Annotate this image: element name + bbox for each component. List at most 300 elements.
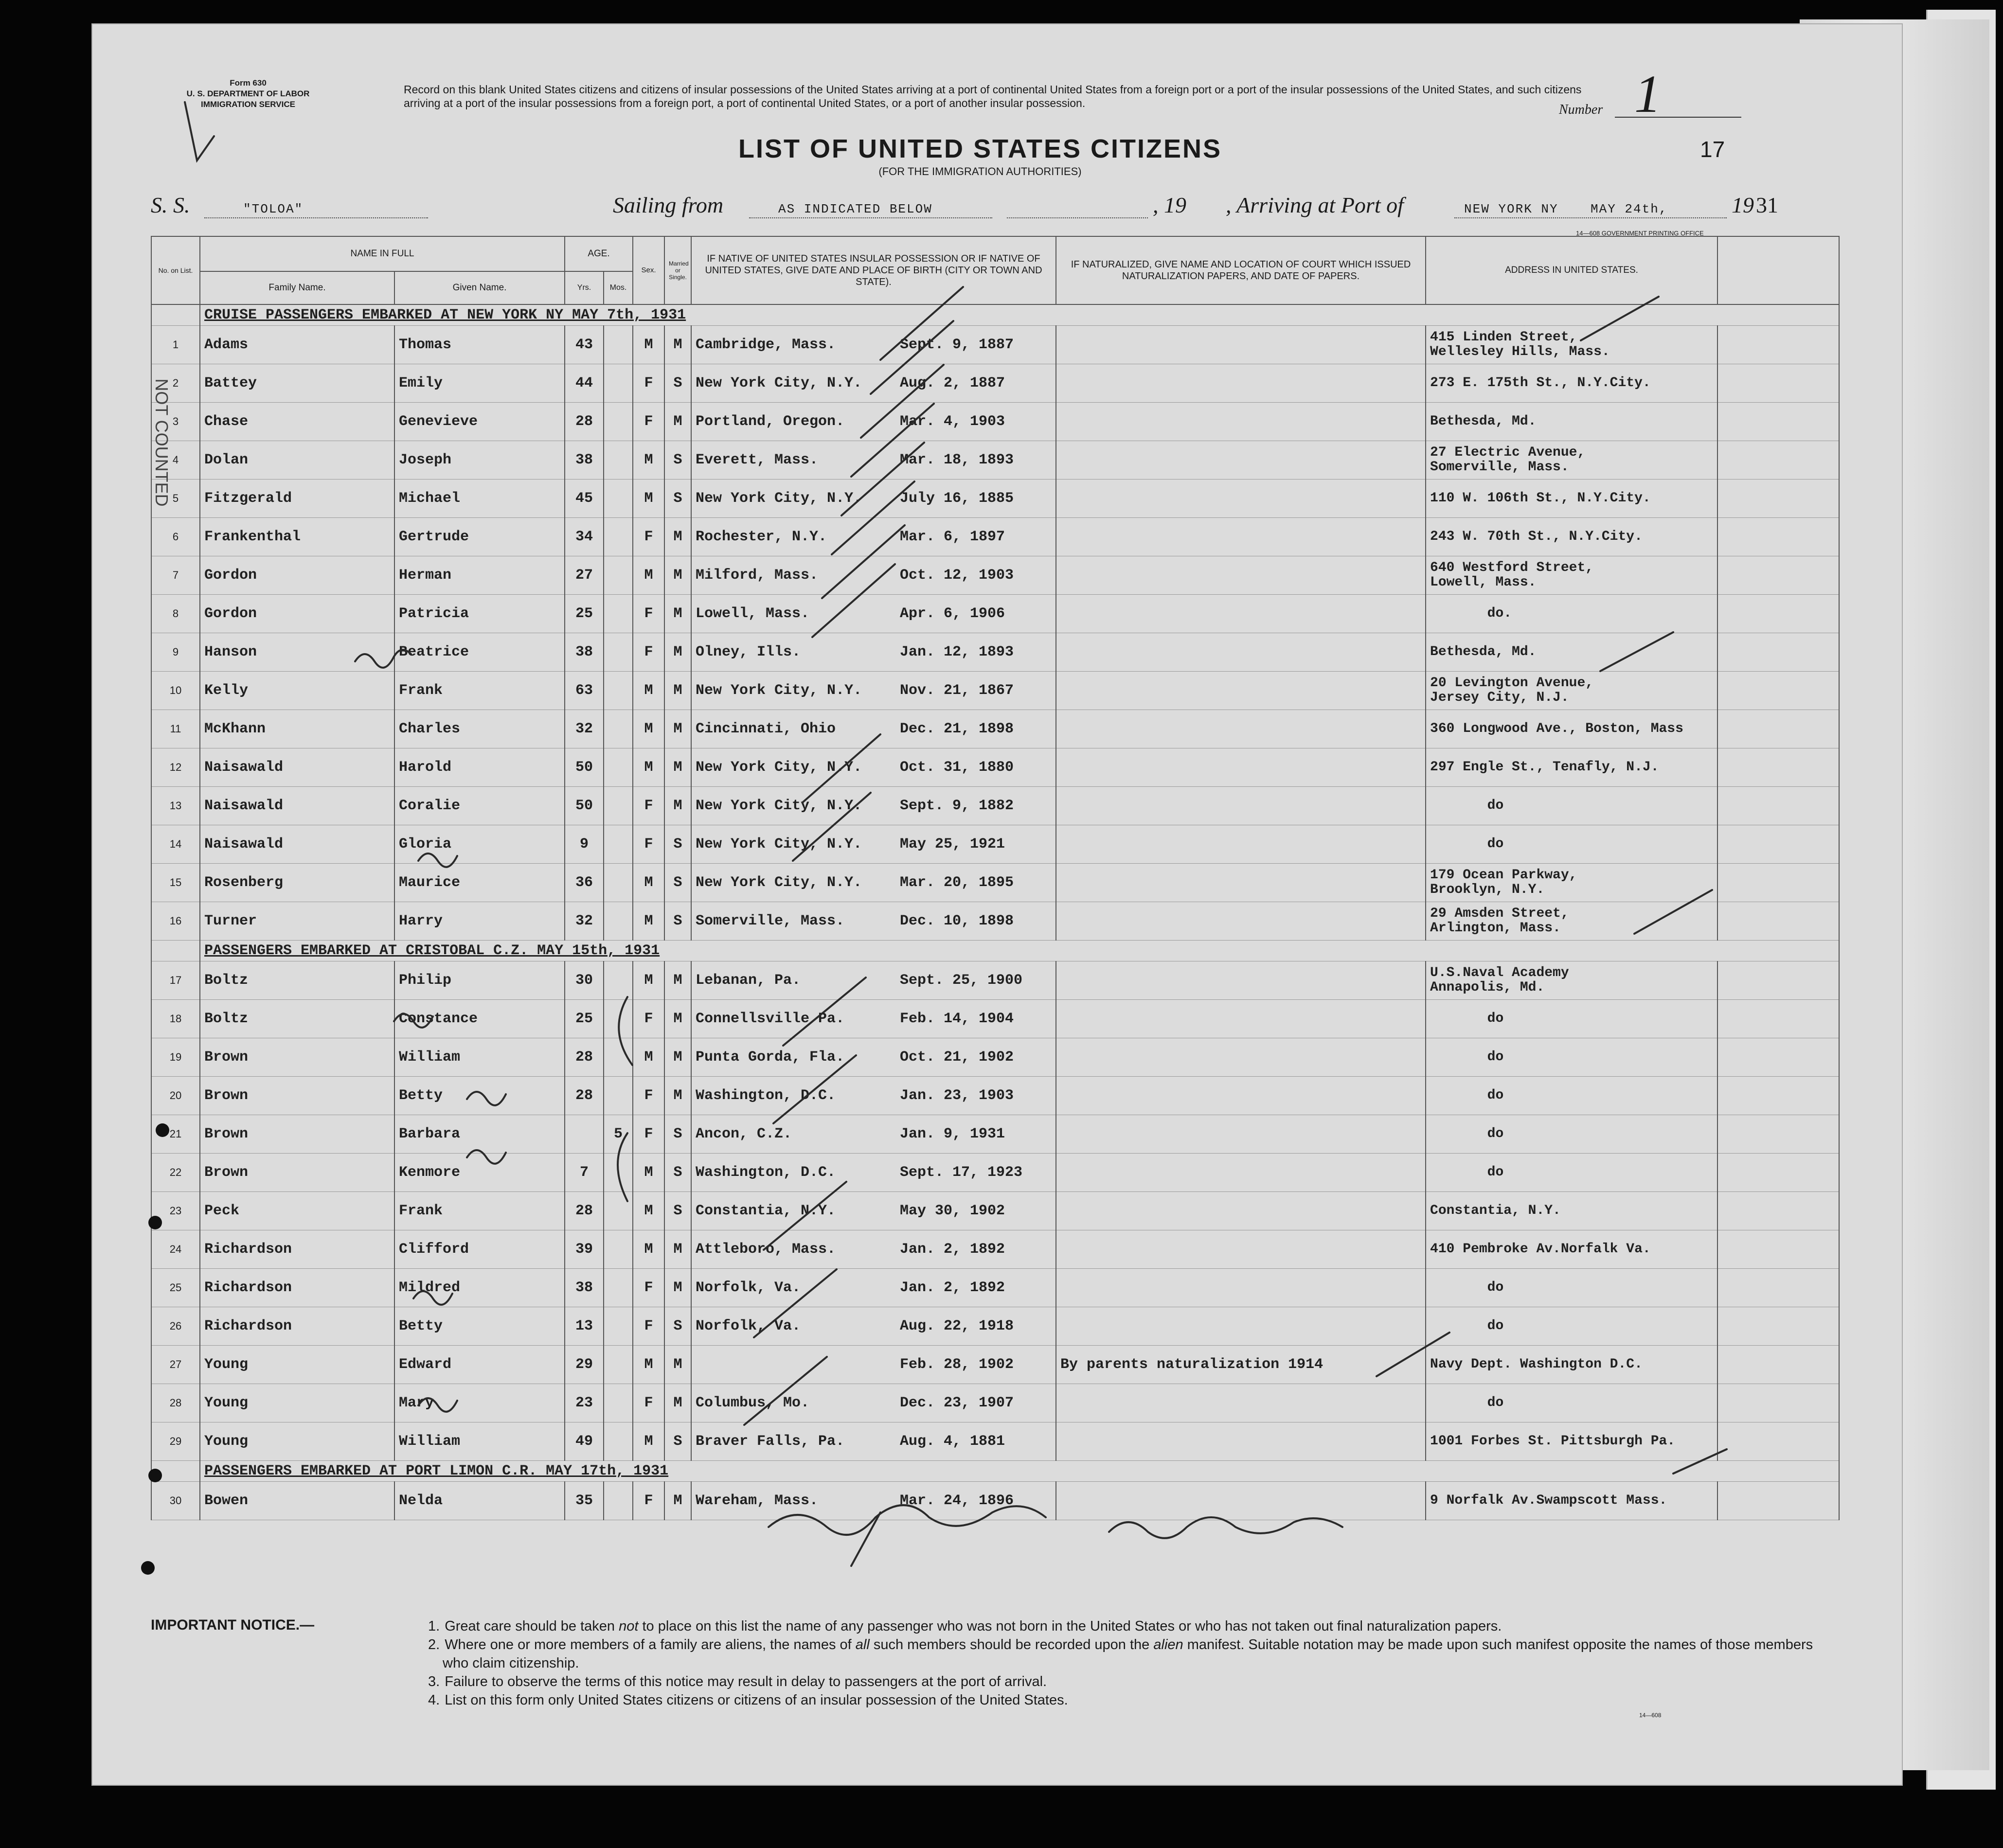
- row-number: 2: [151, 364, 200, 403]
- department: U. S. DEPARTMENT OF LABOR: [186, 89, 310, 98]
- sex: M: [633, 710, 664, 748]
- sex: F: [633, 1115, 664, 1154]
- age-years: 32: [565, 710, 604, 748]
- birthplace-text: Olney, Ills.: [696, 644, 801, 660]
- family-name: Richardson: [200, 1307, 394, 1346]
- age-years: 28: [565, 1077, 604, 1115]
- birthplace-text: Columbus, Mo.: [696, 1395, 810, 1411]
- marital-status: M: [664, 633, 691, 672]
- arriving-label: , Arriving at Port of: [1226, 193, 1404, 217]
- row-number: 14: [151, 825, 200, 864]
- birthplace-text: New York City, N.Y.: [696, 490, 862, 507]
- given-name: Harold: [394, 748, 565, 787]
- marital-status: M: [664, 748, 691, 787]
- row-number: 25: [151, 1269, 200, 1307]
- birthplace-text: Braver Falls, Pa.: [696, 1433, 845, 1450]
- age-years: 25: [565, 595, 604, 633]
- given-name: Philip: [394, 961, 565, 1000]
- birthplace-text: Lebanan, Pa.: [696, 972, 801, 989]
- birthplace-text: Lowell, Mass.: [696, 605, 810, 622]
- birth-date: Apr. 6, 1906: [900, 605, 1005, 622]
- row-number: 30: [151, 1482, 200, 1520]
- number-value: 1: [1634, 64, 1661, 124]
- col-naturalized: IF NATURALIZED, GIVE NAME AND LOCATION OF COURT WHICH ISSUED NATURALIZATION PAPERS, AND DATE OF PAPERS.: [1056, 236, 1426, 304]
- year-full-suffix: 31: [1756, 193, 1778, 217]
- address: do: [1426, 1000, 1717, 1038]
- birth-date: Jan. 12, 1893: [900, 644, 1014, 660]
- sex: M: [633, 961, 664, 1000]
- birthplace-text: New York City, N.Y.: [696, 759, 862, 776]
- notice-item-number: 4.: [428, 1692, 440, 1708]
- marital-status: S: [664, 1115, 691, 1154]
- sex: M: [633, 1346, 664, 1384]
- birthplace-text: Attleboro, Mass.: [696, 1241, 836, 1258]
- age-years: 50: [565, 748, 604, 787]
- row-number: 11: [151, 710, 200, 748]
- birthplace-text: Washington, D.C.: [696, 1087, 836, 1104]
- family-name: Brown: [200, 1154, 394, 1192]
- family-name: Richardson: [200, 1230, 394, 1269]
- given-name: Betty: [394, 1077, 565, 1115]
- sex: F: [633, 633, 664, 672]
- given-name: Kenmore: [394, 1154, 565, 1192]
- birth-date: Oct. 31, 1880: [900, 759, 1014, 776]
- address: do: [1426, 1077, 1717, 1115]
- birthplace-text: Norfolk, Va.: [696, 1318, 801, 1334]
- birth-date: Mar. 18, 1893: [900, 452, 1014, 468]
- birth-date: Mar. 20, 1895: [900, 874, 1014, 891]
- address: 415 Linden Street, Wellesley Hills, Mass.: [1426, 326, 1717, 364]
- birthplace-text: Cincinnati, Ohio: [696, 721, 836, 737]
- marital-status: S: [664, 1192, 691, 1230]
- year-full-prefix: 19: [1732, 193, 1754, 217]
- number-label: Number: [1559, 102, 1603, 117]
- birth-date: Mar. 24, 1896: [900, 1493, 1014, 1509]
- given-name: Maurice: [394, 864, 565, 902]
- birth-date: Sept. 9, 1882: [900, 798, 1014, 814]
- given-name: Charles: [394, 710, 565, 748]
- family-name: Peck: [200, 1192, 394, 1230]
- col-given-name: Given Name.: [394, 271, 565, 304]
- given-name: Gloria: [394, 825, 565, 864]
- signature: [1109, 1517, 1342, 1538]
- address: do: [1426, 1154, 1717, 1192]
- notice-heading: IMPORTANT NOTICE.—: [151, 1617, 315, 1633]
- row-number: 8: [151, 595, 200, 633]
- col-mos: Mos.: [604, 271, 633, 304]
- marital-status: M: [664, 326, 691, 364]
- sex: F: [633, 518, 664, 556]
- family-name: Naisawald: [200, 787, 394, 825]
- birthplace-text: Wareham, Mass.: [696, 1493, 819, 1509]
- sex: F: [633, 1000, 664, 1038]
- age-years: 25: [565, 1000, 604, 1038]
- marital-status: M: [664, 1038, 691, 1077]
- family-name: Young: [200, 1422, 394, 1461]
- address: 20 Levington Avenue, Jersey City, N.J.: [1426, 672, 1717, 710]
- row-number: 24: [151, 1230, 200, 1269]
- row-number: 21: [151, 1115, 200, 1154]
- sex: M: [633, 556, 664, 595]
- family-name: Fitzgerald: [200, 480, 394, 518]
- age-years: 28: [565, 403, 604, 441]
- given-name: Nelda: [394, 1482, 565, 1520]
- birth-date: Feb. 14, 1904: [900, 1011, 1014, 1027]
- age-years: 9: [565, 825, 604, 864]
- sex: F: [633, 403, 664, 441]
- marital-status: M: [664, 556, 691, 595]
- birth-date: Feb. 28, 1902: [900, 1356, 1014, 1373]
- given-name: Gertrude: [394, 518, 565, 556]
- stamp-text: NOT COUNTED: [152, 378, 170, 507]
- row-number: 1: [151, 326, 200, 364]
- sex: F: [633, 1482, 664, 1520]
- col-name-in-full: NAME IN FULL: [200, 236, 565, 271]
- row-number: 13: [151, 787, 200, 825]
- birth-date: Mar. 4, 1903: [900, 413, 1005, 430]
- marital-status: M: [664, 787, 691, 825]
- marital-status: M: [664, 672, 691, 710]
- birthplace-text: Connellsville Pa.: [696, 1011, 845, 1027]
- address: 1001 Forbes St. Pittsburgh Pa.: [1426, 1422, 1717, 1461]
- birthplace-text: Everett, Mass.: [696, 452, 819, 468]
- col-age: AGE.: [565, 236, 633, 271]
- corner-check-mark: [185, 102, 214, 160]
- family-name: Brown: [200, 1115, 394, 1154]
- birth-date: Oct. 21, 1902: [900, 1049, 1014, 1066]
- address: 29 Amsden Street, Arlington, Mass.: [1426, 902, 1717, 941]
- given-name: Harry: [394, 902, 565, 941]
- family-name: Frankenthal: [200, 518, 394, 556]
- age-years: 45: [565, 480, 604, 518]
- age-years: 28: [565, 1192, 604, 1230]
- birth-date: Jan. 2, 1892: [900, 1279, 1005, 1296]
- sex: F: [633, 595, 664, 633]
- marital-status: S: [664, 364, 691, 403]
- notice-emphasis: not: [619, 1618, 639, 1634]
- form-number: Form 630: [230, 78, 267, 88]
- family-name: Richardson: [200, 1269, 394, 1307]
- age-years: 49: [565, 1422, 604, 1461]
- address: 9 Norfalk Av.Swampscott Mass.: [1426, 1482, 1717, 1520]
- address: 27 Electric Avenue, Somerville, Mass.: [1426, 441, 1717, 480]
- notice-text: to place on this list the name of any passenger who was not born in the United States or who has not taken out final naturalization papers.: [638, 1618, 1502, 1634]
- age-years: 36: [565, 864, 604, 902]
- age-years: 39: [565, 1230, 604, 1269]
- birth-date: Dec. 23, 1907: [900, 1395, 1014, 1411]
- row-number: 22: [151, 1154, 200, 1192]
- address: 640 Westford Street, Lowell, Mass.: [1426, 556, 1717, 595]
- marital-status: S: [664, 441, 691, 480]
- birthplace-text: New York City, N.Y.: [696, 798, 862, 814]
- address: 110 W. 106th St., N.Y.City.: [1426, 480, 1717, 518]
- address: do: [1426, 787, 1717, 825]
- family-name: McKhann: [200, 710, 394, 748]
- sex: M: [633, 864, 664, 902]
- notice-emphasis: alien: [1153, 1637, 1183, 1653]
- row-number: 5: [151, 480, 200, 518]
- row-number: 6: [151, 518, 200, 556]
- sex: F: [633, 1269, 664, 1307]
- sex: M: [633, 748, 664, 787]
- arrival-date: MAY 24th,: [1591, 202, 1668, 216]
- birth-date: Sept. 9, 1887: [900, 337, 1014, 353]
- row-number: 27: [151, 1346, 200, 1384]
- family-name: Hanson: [200, 633, 394, 672]
- notice-text: manifest. Suitable notation may be made upon such manifest opposite the names of those members who claim citizenship.: [443, 1637, 1813, 1671]
- notice-item-number: 1.: [428, 1618, 440, 1634]
- birthplace-text: New York City, N.Y.: [696, 375, 862, 391]
- birth-date: Jan. 9, 1931: [900, 1126, 1005, 1142]
- page-title: LIST OF UNITED STATES CITIZENS: [738, 134, 1222, 163]
- birthplace-text: Constantia, N.Y.: [696, 1203, 836, 1219]
- birth-date: Jan. 23, 1903: [900, 1087, 1014, 1104]
- marital-status: S: [664, 1154, 691, 1192]
- birthplace-text: Punta Gorda, Fla.: [696, 1049, 845, 1066]
- birth-date: Aug. 22, 1918: [900, 1318, 1014, 1334]
- birth-date: May 30, 1902: [900, 1203, 1005, 1219]
- address: do: [1426, 825, 1717, 864]
- birth-date: Sept. 25, 1900: [900, 972, 1023, 989]
- gov-printing-code: 14—608 GOVERNMENT PRINTING OFFICE: [1576, 230, 1704, 237]
- address: 243 W. 70th St., N.Y.City.: [1426, 518, 1717, 556]
- marital-status: M: [664, 710, 691, 748]
- given-name: Michael: [394, 480, 565, 518]
- address: do: [1426, 1384, 1717, 1422]
- marital-status: M: [664, 1269, 691, 1307]
- row-number: 16: [151, 902, 200, 941]
- age-years: 35: [565, 1482, 604, 1520]
- family-name: Bowen: [200, 1482, 394, 1520]
- year-prefix: , 19: [1153, 193, 1186, 217]
- marital-status: M: [664, 403, 691, 441]
- col-no: No. on List.: [151, 236, 200, 304]
- family-name: Brown: [200, 1077, 394, 1115]
- given-name: Mildred: [394, 1269, 565, 1307]
- col-sex: Sex.: [633, 236, 664, 304]
- signature: [769, 1505, 1046, 1535]
- family-name: Turner: [200, 902, 394, 941]
- given-name: Betty: [394, 1307, 565, 1346]
- notice-item-number: 3.: [428, 1674, 440, 1689]
- birth-date: Nov. 21, 1867: [900, 682, 1014, 699]
- manifest-page: [92, 24, 1902, 1785]
- given-name: Joseph: [394, 441, 565, 480]
- page-subtitle: (FOR THE IMMIGRATION AUTHORITIES): [878, 165, 1082, 178]
- age-years: 38: [565, 633, 604, 672]
- family-name: Gordon: [200, 595, 394, 633]
- sex: M: [633, 480, 664, 518]
- row-number: 28: [151, 1384, 200, 1422]
- given-name: Barbara: [394, 1115, 565, 1154]
- birthplace-text: Milford, Mass.: [696, 567, 819, 584]
- row-number: 20: [151, 1077, 200, 1115]
- address: 360 Longwood Ave., Boston, Mass: [1426, 710, 1717, 748]
- notice-item-number: 2.: [428, 1637, 440, 1653]
- row-number: 18: [151, 1000, 200, 1038]
- sex: M: [633, 1230, 664, 1269]
- row-number: 15: [151, 864, 200, 902]
- naturalization: By parents naturalization 1914: [1056, 1346, 1426, 1384]
- section-heading: CRUISE PASSENGERS EMBARKED AT NEW YORK NY MAY 7th, 1931: [200, 304, 1839, 326]
- family-name: Boltz: [200, 961, 394, 1000]
- section-heading: PASSENGERS EMBARKED AT CRISTOBAL C.Z. MAY 15th, 1931: [200, 941, 1839, 961]
- birthplace-text: Somerville, Mass.: [696, 913, 845, 929]
- birth-date: Aug. 4, 1881: [900, 1433, 1005, 1450]
- row-number: 4: [151, 441, 200, 480]
- address: 410 Pembroke Av.Norfalk Va.: [1426, 1230, 1717, 1269]
- age-years: 28: [565, 1038, 604, 1077]
- family-name: Boltz: [200, 1000, 394, 1038]
- birthplace-text: Norfolk, Va.: [696, 1279, 801, 1296]
- sex: F: [633, 825, 664, 864]
- col-native-birth: IF NATIVE OF UNITED STATES INSULAR POSSESSION OR IF NATIVE OF UNITED STATES, GIVE DATE AND PLACE OF BIRTH (CITY OR TOWN AND STATE).: [691, 236, 1056, 304]
- marital-status: S: [664, 825, 691, 864]
- given-name: Beatrice: [394, 633, 565, 672]
- col-yrs: Yrs.: [565, 271, 604, 304]
- family-name: Dolan: [200, 441, 394, 480]
- birth-date: Dec. 21, 1898: [900, 721, 1014, 737]
- given-name: Thomas: [394, 326, 565, 364]
- address: Bethesda, Md.: [1426, 633, 1717, 672]
- age-years: 63: [565, 672, 604, 710]
- age-years: 13: [565, 1307, 604, 1346]
- sex: F: [633, 1307, 664, 1346]
- given-name: Frank: [394, 672, 565, 710]
- age-years: 34: [565, 518, 604, 556]
- birthplace-text: New York City, N.Y.: [696, 874, 862, 891]
- age-years: 44: [565, 364, 604, 403]
- family-name: Chase: [200, 403, 394, 441]
- sex: M: [633, 902, 664, 941]
- age-years: 38: [565, 441, 604, 480]
- marital-status: S: [664, 1307, 691, 1346]
- given-name: Frank: [394, 1192, 565, 1230]
- family-name: Adams: [200, 326, 394, 364]
- age-years: 50: [565, 787, 604, 825]
- marital-status: S: [664, 480, 691, 518]
- row-number: 7: [151, 556, 200, 595]
- marital-status: S: [664, 1422, 691, 1461]
- sex: M: [633, 1422, 664, 1461]
- given-name: Coralie: [394, 787, 565, 825]
- sex: F: [633, 364, 664, 403]
- sex: M: [633, 672, 664, 710]
- birthplace-text: New York City, N.Y.: [696, 682, 862, 699]
- birthplace-text: New York City, N.Y.: [696, 836, 862, 853]
- notice-text: Where one or more members of a family are aliens, the names of: [445, 1637, 856, 1653]
- birthplace-text: Washington, D.C.: [696, 1164, 836, 1181]
- birth-date: Oct. 12, 1903: [900, 567, 1014, 584]
- age-years: 7: [565, 1154, 604, 1192]
- section-heading: PASSENGERS EMBARKED AT PORT LIMON C.R. MAY 17th, 1931: [200, 1461, 1839, 1482]
- birth-date: Mar. 6, 1897: [900, 529, 1005, 545]
- sex: M: [633, 1154, 664, 1192]
- notice-text: such members should be recorded upon the: [869, 1637, 1154, 1653]
- col-address: ADDRESS IN UNITED STATES.: [1426, 236, 1717, 304]
- marital-status: S: [664, 864, 691, 902]
- marital-status: M: [664, 1000, 691, 1038]
- birthplace-text: Rochester, N.Y.: [696, 529, 827, 545]
- sex: M: [633, 441, 664, 480]
- family-name: Young: [200, 1346, 394, 1384]
- family-name: Young: [200, 1384, 394, 1422]
- address: do: [1426, 1115, 1717, 1154]
- given-name: Clifford: [394, 1230, 565, 1269]
- marital-status: M: [664, 1077, 691, 1115]
- col-family-name: Family Name.: [200, 271, 394, 304]
- birth-date: Sept. 17, 1923: [900, 1164, 1023, 1181]
- notice-text: List on this form only United States citizens or citizens of an insular possession of the United States.: [445, 1692, 1068, 1708]
- sailing-label: Sailing from: [613, 193, 724, 217]
- family-name: Kelly: [200, 672, 394, 710]
- family-name: Naisawald: [200, 748, 394, 787]
- birth-date: July 16, 1885: [900, 490, 1014, 507]
- row-number: 29: [151, 1422, 200, 1461]
- ship-name: "TOLOA": [243, 202, 304, 216]
- birth-date: Jan. 2, 1892: [900, 1241, 1005, 1258]
- birth-date: Aug. 2, 1887: [900, 375, 1005, 391]
- sex: M: [633, 326, 664, 364]
- sex: M: [633, 1038, 664, 1077]
- age-years: 38: [565, 1269, 604, 1307]
- sex: F: [633, 1077, 664, 1115]
- sex: F: [633, 1384, 664, 1422]
- family-name: Gordon: [200, 556, 394, 595]
- family-name: Battey: [200, 364, 394, 403]
- address: U.S.Naval Academy Annapolis, Md.: [1426, 961, 1717, 1000]
- address: do.: [1426, 595, 1717, 633]
- marital-status: S: [664, 902, 691, 941]
- given-name: Constance: [394, 1000, 565, 1038]
- given-name: Edward: [394, 1346, 565, 1384]
- family-name: Naisawald: [200, 825, 394, 864]
- marital-status: M: [664, 595, 691, 633]
- birthplace-text: Ancon, C.Z.: [696, 1126, 792, 1142]
- col-married-single: Married or Single.: [664, 236, 691, 304]
- row-number: 9: [151, 633, 200, 672]
- row-number: 19: [151, 1038, 200, 1077]
- marital-status: M: [664, 1482, 691, 1520]
- address: Bethesda, Md.: [1426, 403, 1717, 441]
- marital-status: M: [664, 1346, 691, 1384]
- age-months: 5: [604, 1115, 633, 1154]
- given-name: Patricia: [394, 595, 565, 633]
- page-number: 17: [1700, 137, 1725, 162]
- notice-text: Great care should be taken: [445, 1618, 619, 1634]
- birth-date: Dec. 10, 1898: [900, 913, 1014, 929]
- age-years: 43: [565, 326, 604, 364]
- given-name: Genevieve: [394, 403, 565, 441]
- service: IMMIGRATION SERVICE: [201, 100, 295, 109]
- intro-text: Record on this blank United States citizens and citizens of insular possessions of the United States arriving at a port of continental United States from a foreign port or a port of the insular possessions of the United States, and such citizens arriving at a port of the insular possessions from a foreign port, a port of continental United States, or a port of another insular possession.: [404, 83, 1582, 109]
- given-name: Mary: [394, 1384, 565, 1422]
- sailing-from: AS INDICATED BELOW: [778, 202, 932, 216]
- row-number: 12: [151, 748, 200, 787]
- given-name: Herman: [394, 556, 565, 595]
- notice-text: Failure to observe the terms of this notice may result in delay to passengers at the port of arrival.: [445, 1674, 1047, 1689]
- birth-date: May 25, 1921: [900, 836, 1005, 853]
- given-name: Emily: [394, 364, 565, 403]
- ss-label: S. S.: [151, 193, 190, 217]
- address: Constantia, N.Y.: [1426, 1192, 1717, 1230]
- age-years: 30: [565, 961, 604, 1000]
- marital-status: M: [664, 518, 691, 556]
- row-number: 23: [151, 1192, 200, 1230]
- address: 273 E. 175th St., N.Y.City.: [1426, 364, 1717, 403]
- address: do: [1426, 1269, 1717, 1307]
- address: 297 Engle St., Tenafly, N.J.: [1426, 748, 1717, 787]
